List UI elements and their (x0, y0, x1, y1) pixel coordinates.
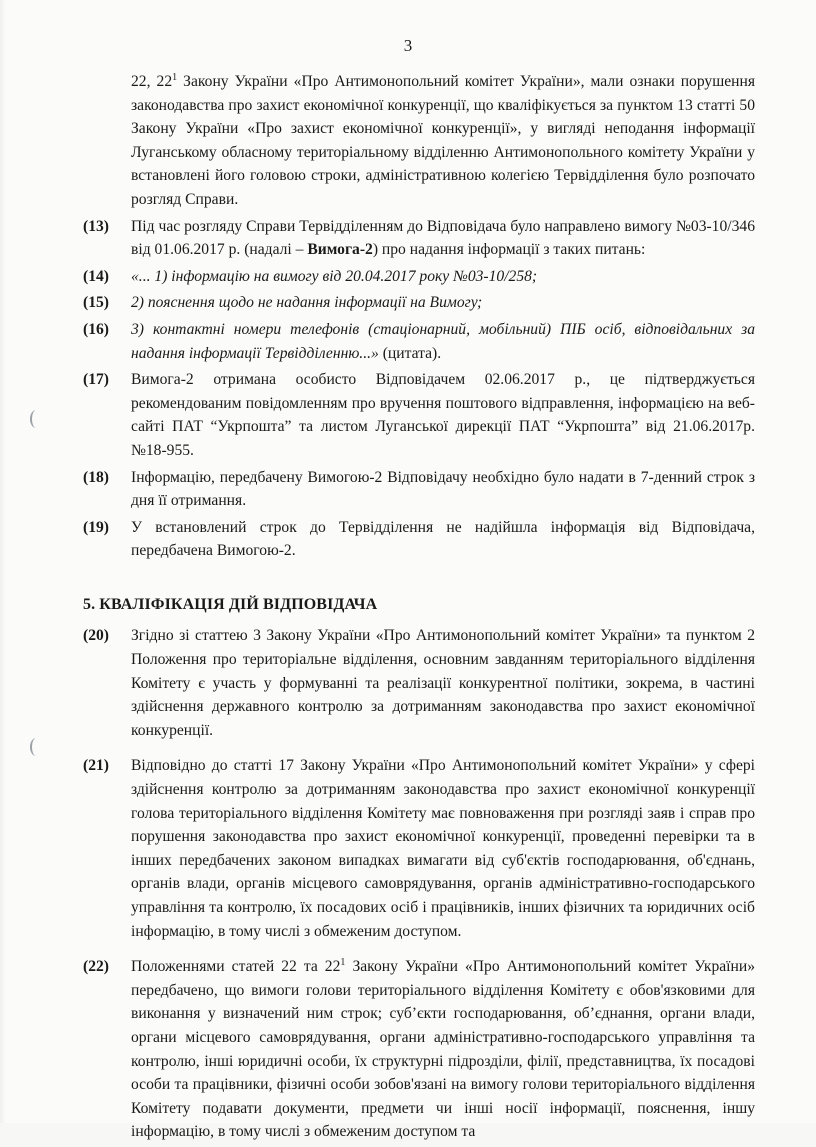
paragraph-20 (83, 624, 755, 742)
paragraph-22 (83, 955, 755, 1144)
intro-sup: 1 (172, 71, 178, 83)
paragraph-18 (83, 466, 755, 513)
p13-bold: Вимога-2 (307, 241, 373, 259)
paragraph-number: (15) (83, 294, 109, 312)
intro-text: Закону України «Про Антимонопольний комітет України», мали ознаки порушення законодавства про захист економічної конкуренції, що кваліфікується за пунктом 13 статті 50 Закону України «Про захист економічної конкуренції», у вигляді неподання інформації Луганському обласному територіальному відділенню Антимонопольного комітету України у встановлені його головою строки, адміністративною колегією Тервідділення було розпочато розгляд Справи. (131, 73, 756, 208)
paragraph-13 (83, 215, 755, 262)
p18-text: Інформацію, передбачену Вимогою-2 Відповідачу необхідно було надати в 7-денний строк з дня її отримання. (131, 468, 755, 510)
paragraph-number: (18) (83, 468, 109, 486)
paragraph-number: (14) (83, 267, 109, 285)
paragraph-number: (19) (83, 518, 109, 536)
p19-text: У встановлений строк до Тервідділення не надійшла інформація від Відповідача, передбачена Вимогою-2. (131, 518, 755, 560)
intro-pre: 22, 22 (131, 73, 173, 90)
paragraph-16 (83, 318, 755, 365)
paragraph-number: (22) (83, 958, 109, 976)
p16-post: (цитата). (378, 344, 442, 362)
binder-hole-mark (30, 410, 42, 428)
section-heading: 5. КВАЛІФІКАЦІЯ ДІЙ ВІДПОВІДАЧА (83, 595, 378, 613)
paragraph-number: (21) (83, 757, 109, 775)
paragraph-number: (17) (83, 371, 109, 389)
paragraph-14 (83, 265, 755, 289)
p22-text: Закону України «Про Антимонопольний комітет України» передбачено, що вимоги голови територіального відділення Комітету є обов'язковими для виконання у визначений ним строк; суб’єкти господарювання, об’єднання, органи влади, органи місцевого самоврядування, органи адміністративно-господарського управління та контролю, інші юридичні особи, їх структурні підрозділи, філії, представництва, їх посадові особи та працівники, фізичні особи зобов'язані на вимогу голови територіального відділення Комітету подавати документи, предмети чи інші носії інформації, пояснення, іншу інформацію, в тому числі з обмеженим доступом та (131, 958, 755, 1141)
p20-text: Згідно зі статтею 3 Закону України «Про Антимонопольний комітет України» та пунктом 2 Положення про територіальне відділення, основним завданням територіального відділення Комітету є участь у формуванні та реалізації конкурентної політики, зокрема, в частині здійснення державного контролю за дотриманням законодавства про захист економічної конкуренції. (131, 627, 755, 739)
p15-text: 2) пояснення щодо не надання інформації на Вимогу; (131, 294, 483, 312)
paragraph-number: (13) (83, 217, 109, 235)
p22-pre: Положеннями статей 22 та 22 (131, 958, 341, 976)
paragraph-number: (16) (83, 320, 109, 338)
p13-post: ) про надання інформації з таких питань: (372, 241, 646, 259)
p14-text: «... 1) інформацію на вимогу від 20.04.2017 року №03-10/258; (131, 267, 538, 285)
binder-hole-mark (30, 738, 42, 756)
paragraph-17 (83, 368, 755, 462)
paragraph-number: (20) (83, 627, 109, 645)
scan-edge-shadow (0, 0, 6, 1123)
document-body (83, 70, 755, 1147)
p22-sup: 1 (340, 957, 346, 968)
intro-paragraph (83, 70, 755, 212)
p21-text: Відповідно до статті 17 Закону України «Про Антимонопольний комітет України» у сфері здійснення контролю за дотриманням законодавства про захист економічної конкуренції голова територіального відділення Комітету має повноваження при розгляді заяв і справ про порушення законодавства про захист економічної конкуренції, проведенні перевірки та в інших передбачених законом випадках вимагати від суб'єктів господарювання, об'єднань, органів влади, органів місцевого самоврядування, органів адміністративно-господарського управління та контролю, їх посадових осіб і працівників, інших фізичних та юридичних осіб інформацію, в тому числі з обмеженим доступом. (131, 757, 755, 940)
paragraph-15 (83, 291, 755, 315)
p16-italic: 3) контактні номери телефонів (стаціонарний, мобільний) ПІБ осіб, відповідальних за надання інформації Тервідділенню...» (131, 320, 755, 362)
page-number: 3 (403, 36, 413, 55)
p13-pre: Під час розгляду Справи Тервідділенням до Відповідача було направлено вимогу №03-10/346 від 01.06.2017 р. (надалі – (131, 217, 755, 259)
paragraph-21 (83, 754, 755, 943)
p17-text: Вимога-2 отримана особисто Відповідачем 02.06.2017 р., це підтверджується рекомендованим повідомленням про вручення поштового відправлення, інформацією на веб-сайті ПАТ “Укрпошта” та листом Луганської дирекції ПАТ “Укрпошта” від 21.06.2017р. №18-955. (131, 371, 755, 459)
paragraph-19 (83, 516, 755, 563)
